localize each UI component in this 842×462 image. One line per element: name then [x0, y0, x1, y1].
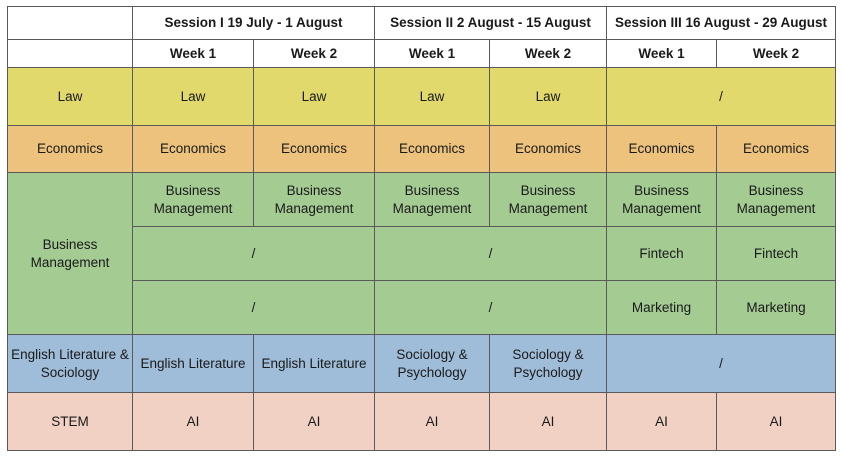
week-header: Week 1 [133, 40, 254, 68]
row-label-economics: Economics [8, 126, 133, 173]
stem-cell: AI [375, 393, 490, 451]
english-cell-session-3: / [607, 335, 836, 393]
law-cell: Law [375, 68, 490, 126]
business-cell: Business Management [254, 173, 375, 227]
business-cell: Business Management [607, 173, 717, 227]
business-cell-empty: / [133, 281, 375, 335]
session-header-row [8, 7, 836, 40]
business-cell: Business Management [133, 173, 254, 227]
law-cell: Law [133, 68, 254, 126]
corner-cell [8, 7, 133, 40]
session-2-header: Session II 2 August - 15 August [375, 7, 607, 40]
economics-cell: Economics [607, 126, 717, 173]
session-1-header: Session I 19 July - 1 August [133, 7, 375, 40]
business-cell: Business Management [490, 173, 607, 227]
marketing-cell: Marketing [607, 281, 717, 335]
english-row [8, 335, 836, 393]
english-cell: English Literature [133, 335, 254, 393]
sociology-cell: Sociology & Psychology [490, 335, 607, 393]
week-header: Week 2 [717, 40, 836, 68]
law-cell: Law [254, 68, 375, 126]
business-row-1 [8, 173, 836, 227]
week-header: Week 1 [375, 40, 490, 68]
stem-cell: AI [254, 393, 375, 451]
fintech-cell: Fintech [607, 227, 717, 281]
week-header: Week 2 [254, 40, 375, 68]
stem-cell: AI [607, 393, 717, 451]
row-label-stem: STEM [8, 393, 133, 451]
business-row-2 [8, 227, 836, 281]
row-label-english: English Literature & Sociology [8, 335, 133, 393]
business-row-3 [8, 281, 836, 335]
economics-cell: Economics [133, 126, 254, 173]
economics-cell: Economics [375, 126, 490, 173]
row-label-law: Law [8, 68, 133, 126]
row-label-business: Business Management [8, 173, 133, 335]
course-schedule-table [7, 6, 836, 451]
business-cell-empty: / [375, 227, 607, 281]
stem-cell: AI [717, 393, 836, 451]
law-cell: Law [490, 68, 607, 126]
corner-cell-2 [8, 40, 133, 68]
stem-cell: AI [133, 393, 254, 451]
economics-row [8, 126, 836, 173]
stem-row [8, 393, 836, 451]
week-header-row [8, 40, 836, 68]
session-3-header: Session III 16 August - 29 August [607, 7, 836, 40]
fintech-cell: Fintech [717, 227, 836, 281]
economics-cell: Economics [254, 126, 375, 173]
week-header: Week 1 [607, 40, 717, 68]
sociology-cell: Sociology & Psychology [375, 335, 490, 393]
stem-cell: AI [490, 393, 607, 451]
economics-cell: Economics [717, 126, 836, 173]
business-cell: Business Management [375, 173, 490, 227]
week-header: Week 2 [490, 40, 607, 68]
marketing-cell: Marketing [717, 281, 836, 335]
business-cell: Business Management [717, 173, 836, 227]
law-row [8, 68, 836, 126]
business-cell-empty: / [133, 227, 375, 281]
business-cell-empty: / [375, 281, 607, 335]
law-cell-session-3: / [607, 68, 836, 126]
english-cell: English Literature [254, 335, 375, 393]
economics-cell: Economics [490, 126, 607, 173]
